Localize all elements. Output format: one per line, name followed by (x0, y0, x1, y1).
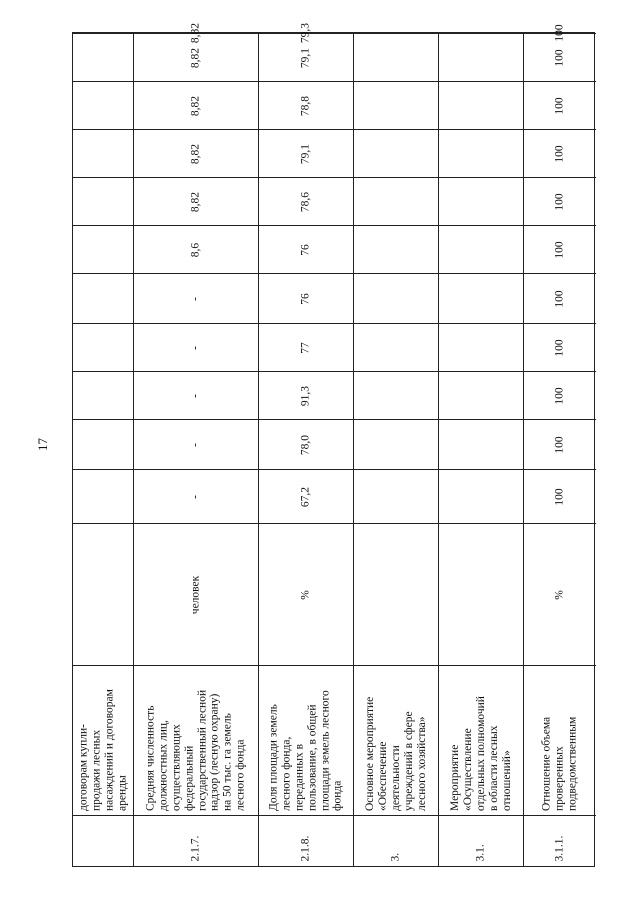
value-cell (73, 323, 133, 371)
table-row (258, 22, 353, 866)
row-name-cell (134, 665, 258, 815)
row-name-cell-text: Отношение объема проверенных подведомственным (540, 716, 579, 811)
row-code-cell (354, 815, 438, 866)
value-cell (524, 177, 596, 225)
value-cell-text: - (189, 393, 202, 398)
value-cell (134, 225, 258, 273)
value-cell (134, 371, 258, 419)
value-cell-text: 100 (553, 192, 566, 211)
row-name-cell (259, 665, 353, 815)
value-cell-text: 79,3 (299, 22, 312, 44)
value-cell-text: 78,6 (299, 191, 312, 212)
value-cell-text: 100 (553, 24, 566, 42)
value-cell (354, 129, 438, 177)
value-cell-text: - (189, 345, 202, 350)
value-cell (73, 419, 133, 469)
value-cell-text: 77 (299, 341, 312, 354)
value-cell (73, 177, 133, 225)
value-cell (354, 469, 438, 523)
value-cell-text: 100 (553, 96, 566, 115)
value-cell-text: 79,1 (299, 143, 312, 164)
value-cell (73, 469, 133, 523)
value-cell-text: 100 (553, 487, 566, 506)
indicator-table (72, 22, 595, 867)
value-cell-text: 100 (553, 240, 566, 259)
value-cell (439, 33, 523, 81)
value-cell (524, 81, 596, 129)
value-cell (354, 419, 438, 469)
value-cell (354, 225, 438, 273)
value-cell (259, 177, 353, 225)
value-cell-text: 100 (553, 338, 566, 357)
value-cell (134, 81, 258, 129)
value-cell-text: 8,82 (189, 22, 202, 44)
value-cell-text: 100 (553, 435, 566, 454)
page-number: 17 (35, 438, 50, 451)
row-unit-cell (439, 523, 523, 665)
row-name-cell-text: Средняя численность должностных лиц, осуществляющих федеральный государственный лесной надзор (лесную охрану) на 50 тыс. га земель лесного фонда (144, 689, 247, 811)
value-cell (73, 225, 133, 273)
value-cell-text: 8,82 (189, 191, 202, 212)
value-cell-text: 78,8 (299, 95, 312, 116)
value-cell (354, 371, 438, 419)
value-cell (259, 419, 353, 469)
table-row (353, 33, 438, 866)
value-cell (439, 129, 523, 177)
value-cell (354, 177, 438, 225)
value-cell (354, 81, 438, 129)
value-cell (439, 225, 523, 273)
value-cell (524, 225, 596, 273)
value-cell-text: 67,2 (299, 486, 312, 507)
value-cell (439, 323, 523, 371)
value-cell (439, 81, 523, 129)
value-cell (524, 469, 596, 523)
value-cell (134, 469, 258, 523)
value-cell-text: 8,82 (189, 143, 202, 164)
row-code-cell (259, 815, 353, 866)
value-cell (134, 129, 258, 177)
table-row (73, 33, 133, 866)
value-cell (134, 323, 258, 371)
row-code-cell (73, 815, 133, 866)
value-cell-text: 76 (299, 292, 312, 305)
value-cell-text: - (189, 442, 202, 447)
row-name-cell (524, 665, 596, 815)
row-code-cell-text: 3. (389, 852, 402, 862)
value-cell (259, 323, 353, 371)
value-cell (259, 469, 353, 523)
value-cell (439, 419, 523, 469)
value-cell-text: 8,82 (189, 95, 202, 116)
value-cell-text: 78,0 (299, 434, 312, 455)
row-name-cell (354, 665, 438, 815)
value-cell (134, 177, 258, 225)
value-cell-text: 8,6 (189, 242, 202, 257)
value-cell (524, 371, 596, 419)
row-name-cell (439, 665, 523, 815)
value-cell-text: 100 (553, 289, 566, 308)
value-cell-text: 100 (553, 144, 566, 163)
value-cell (439, 177, 523, 225)
value-cell-text: 91,3 (299, 385, 312, 406)
value-cell (73, 33, 133, 81)
value-cell (73, 81, 133, 129)
value-cell (524, 273, 596, 323)
row-code-cell-text: 2.1.7. (189, 835, 202, 862)
row-unit-cell (354, 523, 438, 665)
value-cell (524, 419, 596, 469)
value-cell (134, 419, 258, 469)
table-row (133, 22, 258, 866)
row-code-cell-text: 2.1.8. (299, 835, 312, 862)
value-cell (259, 129, 353, 177)
row-unit-cell (134, 523, 258, 665)
value-cell-text: 100 (553, 386, 566, 405)
row-unit-cell (73, 523, 133, 665)
value-cell (354, 273, 438, 323)
value-cell (439, 371, 523, 419)
value-cell (354, 33, 438, 81)
table-row (438, 33, 523, 866)
value-cell-text: 76 (299, 243, 312, 256)
value-cell (73, 129, 133, 177)
row-code-cell (524, 815, 596, 866)
row-unit-cell-text: % (553, 589, 566, 600)
row-name-cell-text: Основное мероприятие «Обеспечение деятельности учреждений в сфере лесного хозяйства» (363, 696, 428, 811)
row-unit-cell-text: % (299, 589, 312, 600)
value-cell-text: 8,82 (189, 47, 202, 68)
value-cell (439, 273, 523, 323)
value-cell (73, 273, 133, 323)
row-name-cell-text: договорам купли- продажи лесных насаждений и договорам аренды (77, 688, 128, 811)
value-cell-text: - (189, 494, 202, 499)
row-code-cell-text: 3.1.1. (553, 835, 566, 862)
row-name-cell-text: Доля площади земель лесного фонда, переданных в пользование, в общей площади земель лесного фонда (267, 689, 344, 811)
value-cell (259, 81, 353, 129)
row-unit-cell (524, 523, 596, 665)
row-code-cell (439, 815, 523, 866)
value-cell (354, 323, 438, 371)
value-cell (439, 469, 523, 523)
value-cell-text: 100 (553, 48, 566, 67)
value-cell (134, 273, 258, 323)
value-cell (524, 323, 596, 371)
row-name-cell-text: Мероприятие «Осуществление отдельных полномочий в области лесных отношений» (448, 695, 513, 811)
row-name-cell (73, 665, 133, 815)
table-row (523, 24, 596, 866)
value-cell (524, 129, 596, 177)
row-unit-cell (259, 523, 353, 665)
value-cell (259, 371, 353, 419)
row-code-cell (134, 815, 258, 866)
value-cell-text: - (189, 296, 202, 301)
row-unit-cell-text: человек (189, 575, 202, 614)
value-cell (259, 225, 353, 273)
row-code-cell-text: 3.1. (474, 844, 487, 862)
value-cell (73, 371, 133, 419)
value-cell-text: 79,1 (299, 47, 312, 68)
value-cell (259, 273, 353, 323)
